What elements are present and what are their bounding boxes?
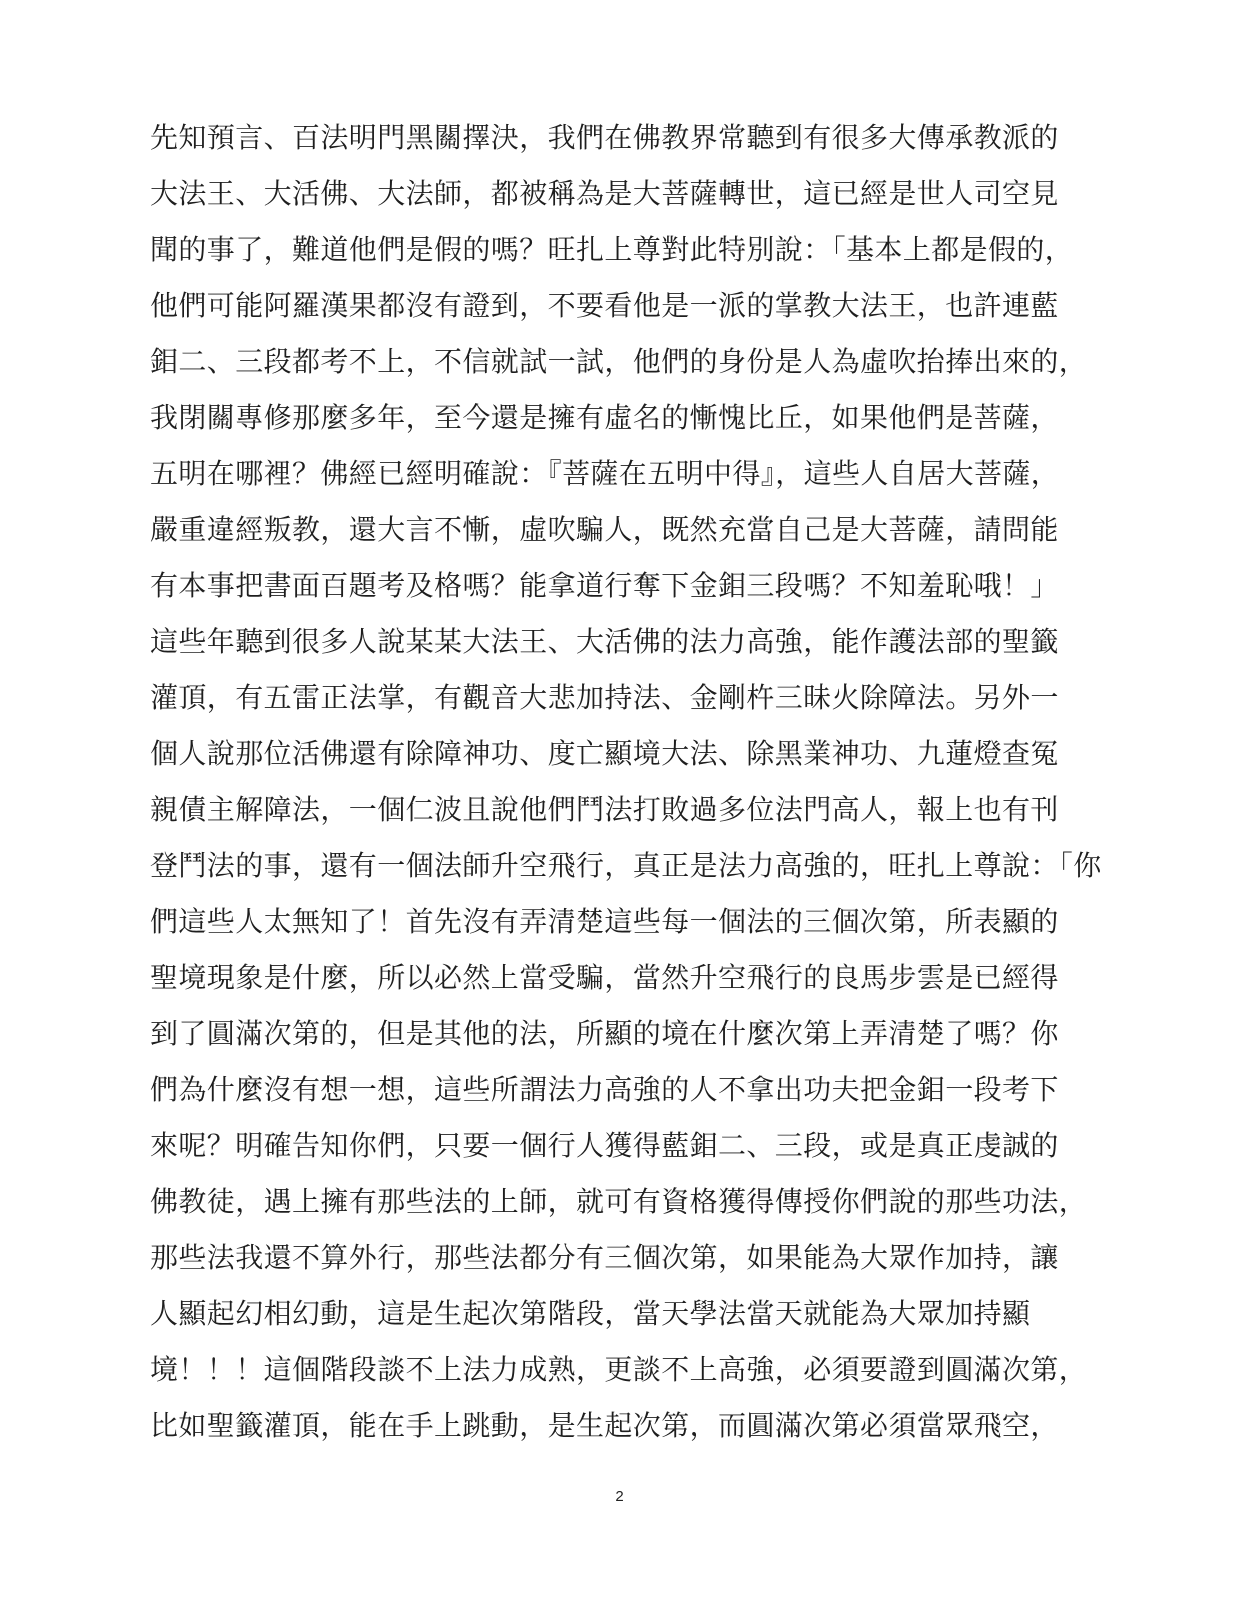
text-line: 他們可能阿羅漢果都沒有證到，不要看他是一派的掌教大法王，也許連藍 xyxy=(150,289,1059,322)
text-line: 人顯起幻相幻動，這是生起次第階段，當天學法當天就能為大眾加持顯 xyxy=(150,1297,1031,1330)
text-line: 們這些人太無知了！首先沒有弄清楚這些每一個法的三個次第，所表顯的 xyxy=(150,905,1059,938)
text-line: 登鬥法的事，還有一個法師升空飛行，真正是法力高強的，旺扎上尊說：「你 xyxy=(150,849,1102,882)
text-line: 大法王、大活佛、大法師，都被稱為是大菩薩轉世，這已經是世人司空見 xyxy=(150,177,1059,210)
text-line: 先知預言、百法明門黑關擇決，我們在佛教界常聽到有很多大傳承教派的 xyxy=(150,121,1059,154)
text-line: 比如聖籤灌頂，能在手上跳動，是生起次第，而圓滿次第必須當眾飛空， xyxy=(150,1409,1059,1442)
text-line: 們為什麼沒有想一想，這些所謂法力高強的人不拿出功夫把金鉬一段考下 xyxy=(150,1073,1059,1106)
text-line: 鉬二、三段都考不上，不信就試一試，他們的身份是人為虛吹抬捧出來的， xyxy=(150,345,1088,378)
text-line: 來呢？明確告知你們，只要一個行人獲得藍鉬二、三段，或是真正虔誠的 xyxy=(150,1129,1059,1162)
text-line: 親債主解障法，一個仁波且說他們鬥法打敗過多位法門高人，報上也有刊 xyxy=(150,793,1059,826)
text-line: 我閉關專修那麼多年，至今還是擁有虛名的慚愧比丘，如果他們是菩薩， xyxy=(150,401,1059,434)
text-line: 那些法我還不算外行，那些法都分有三個次第，如果能為大眾作加持，讓 xyxy=(150,1241,1059,1274)
text-line: 境！！！這個階段談不上法力成熟，更談不上高強，必須要證到圓滿次第， xyxy=(150,1353,1088,1386)
body-text xyxy=(150,110,1102,1454)
text-line: 佛教徒，遇上擁有那些法的上師，就可有資格獲得傳授你們說的那些功法， xyxy=(150,1185,1088,1218)
text-line: 五明在哪裡？佛經已經明確說：『菩薩在五明中得』，這些人自居大菩薩， xyxy=(150,457,1060,490)
text-line: 到了圓滿次第的，但是其他的法，所顯的境在什麼次第上弄清楚了嗎？你 xyxy=(150,1017,1059,1050)
text-line: 個人說那位活佛還有除障神功、度亡顯境大法、除黑業神功、九蓮燈查冤 xyxy=(150,737,1059,770)
text-line: 這些年聽到很多人說某某大法王、大活佛的法力高強，能作護法部的聖籤 xyxy=(150,625,1059,658)
text-line: 聞的事了，難道他們是假的嗎？旺扎上尊對此特別說：「基本上都是假的， xyxy=(150,233,1074,266)
text-line: 嚴重違經叛教，還大言不慚，虛吹騙人，既然充當自己是大菩薩，請問能 xyxy=(150,513,1059,546)
page-number: 2 xyxy=(615,1488,624,1505)
text-line: 有本事把書面百題考及格嗎？能拿道行奪下金鉬三段嗎？不知羞恥哦！」 xyxy=(150,569,1059,602)
text-line: 聖境現象是什麼，所以必然上當受騙，當然升空飛行的良馬步雲是已經得 xyxy=(150,961,1059,994)
text-line: 灌頂，有五雷正法掌，有觀音大悲加持法、金剛杵三昧火除障法。另外一 xyxy=(150,681,1059,714)
